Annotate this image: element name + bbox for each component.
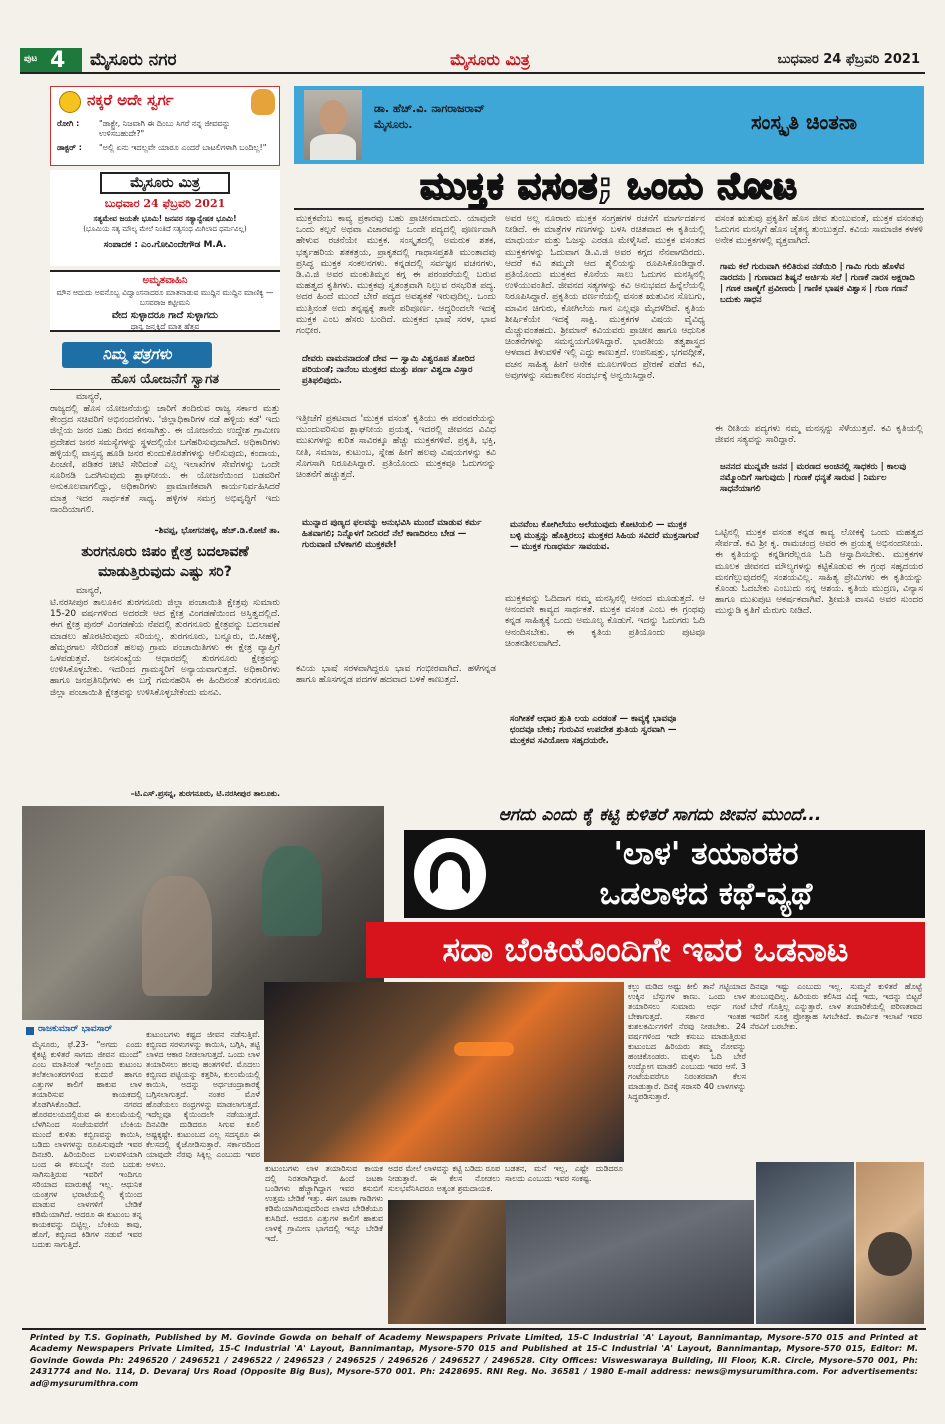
column-col1c: ಕವಿಯ ಭಾಷೆ ಸರಳವಾಗಿದ್ದರೂ ಭಾವ ಗಂಭೀರವಾಗಿದೆ. ಹಳೆಗನ್ನಡ ಹಾಗೂ ಹೊಸಗನ್ನಡ ಪದಗಳ ಹದವಾದ ಬಳಕೆ ಕಾಣುತ್ತದೆ. (296, 664, 496, 686)
column-col2b: ಮುಕ್ತಕವನ್ನು ಓದಿದಾಗ ನಮ್ಮ ಮನಸ್ಸಿನಲ್ಲಿ ಆನಂದ ಮೂಡುತ್ತದೆ. ಆ ಆನಂದವೇ ಕಾವ್ಯದ ಸಾರ್ಥಕತೆ. ಮುಕ್ತಕ ವಸಂತ ಎಂಬ ಈ ಗ್ರಂಥವು ಕನ್ನಡ ಸಾಹಿತ್ಯಕ್ಕೆ ಒಂದು ಅಮೂಲ್ಯ ಕೊಡುಗೆ. ಇದನ್ನು ಓದುಗರು ಓದಿ ಆನಂದಿಸಬೇಕು. ಈ ಕೃತಿಯ ಪ್ರತಿಯೊಂದು ಪುಟವೂ ಚಿಂತನಶೀಲವಾಗಿದೆ. (505, 594, 705, 649)
feature-kicker: ಆಗದು ಎಂದು ಕೈ ಕಟ್ಟಿ ಕುಳಿತರೆ ಸಾಗದು ಜೀವನ ಮುಂದೆ... (498, 805, 822, 825)
feature-col3: ಕುಟುಂಬಗಳು ಲಾಳ ತಯಾರಿಸುವ ಕಾಯಕ ದಲ್ಲಿ ನಿರತರಾಗಿದ್ದಾರೆ. ಹಿಂದೆ ಜಟಕಾ ಬಂಡಿಗಳು ಹೆಚ್ಚಾಗಿದ್ದಾಗ ಇವರ ಕಸುಬಿಗೆ ಉತ್ತಮ ಬೇಡಿಕೆ ಇತ್ತು. ಈಗ ಜಟಕಾ ಗಾಡಿಗಳು ಕಡಿಮೆಯಾಗಿರುವುದರಿಂದ ಲಾಳದ ಬೇಡಿಕೆಯೂ ಕುಸಿದಿದೆ. ಆದರೂ ಎತ್ತುಗಳ ಕಾಲಿಗೆ ಹಾಕುವ ಲಾಳಕ್ಕೆ ಗ್ರಾಮೀಣ ಭಾಗದಲ್ಲಿ ಇನ್ನೂ ಬೇಡಿಕೆ ಇದೆ. (265, 1164, 383, 1243)
feature-col5: ಬಡತನ, ಮನೆ ಇಲ್ಲ, ಎಷ್ಟೇ ದುಡಿದರೂ ಸಾಲದು ಎಂಬುದು ಇವರ ಸಂಕಷ್ಟ. (505, 1164, 623, 1183)
imprint-editor: ಸಂಪಾದಕ : ಎಂ.ಗೋವಿಂದೇಗೌಡ M.A. (103, 240, 227, 250)
author-name: ಡಾ. ಹೆಚ್.ವಿ. ನಾಗರಾಜರಾವ್ (374, 102, 485, 115)
feature-photo-anvil (388, 1200, 506, 1324)
column-col3-bullets: ಗಾಮ ಕಲೆ ಗುರುವಾಗಿ ಕಲಿತಿರುವ ನಡೆಯಿರಿ | ಗಾಮಿ ಗುರು ಹೊಳೆವ ನಾರದನು | ಗುಣವಾದ ಶಿಷ್ಯನೆ ಅರ್ಚಿಸು ಸಲೆ | ಗುಣಕೆ ನಾರಸ ಅಕ್ಷರಾದಿ | ಗಣಕ ಜಾಣ್ಮೆಗೆ ಪ್ರವೀಣರು | ಗಾಣಿಕ ಭಾಷಕ ವಿಶ್ವಾಸ | ಗುಣ ಗಣನೆ ಬದುಕು ಸಾಧನ (720, 262, 915, 305)
imprint-name: ಮೈಸೂರು ಮಿತ್ರ (100, 172, 230, 194)
byline-square-icon (26, 1027, 34, 1035)
proverb: ವೇದ ಸುಳ್ಳಾದರೂ ಗಾದೆ ಸುಳ್ಳಾಗದು (111, 310, 219, 321)
letters-banner (62, 342, 212, 368)
letter2-salutation: ಮಾನ್ಯರೆ, (76, 586, 102, 596)
imprint-date: ಬುಧವಾರ 24 ಫೆಬ್ರವರಿ 2021 (104, 197, 226, 210)
letter2-body: ಟಿ.ನರಸೀಪುರ ತಾಲೂಕಿನ ತುರಗನೂರು ಜಿಲ್ಲಾ ಪಂಚಾಯಿತಿ ಕ್ಷೇತ್ರವು ಸುಮಾರು 15-20 ವರ್ಷಗಳಿಂದ ಅದರದೇ ಆದ ಕ್ಷೇತ್ರ ವಿಂಗಡಣೆಯಿಂದ ಅಸ್ತಿತ್ವದಲ್ಲಿದೆ. ಈಗ ಕ್ಷೇತ್ರ ಪುನರ್ ವಿಂಗಡಣೆಯ ನೆಪದಲ್ಲಿ ತುರಗನೂರು ಕ್ಷೇತ್ರವನ್ನು ಬದಲಾವಣೆ ಮಾಡಲು ಹೊರಟಿರುವುದು ಸರಿಯಲ್ಲ. ತುರಗನೂರು, ಬನ್ನೂರು, ಬಿ.ಸೀಹಳ್ಳಿ, ಹೆಮ್ಮರಗಾಲ ಸೇರಿದಂತೆ ಹಲವು ಗ್ರಾಮ ಪಂಚಾಯಿತಿಗಳು ಈ ಕ್ಷೇತ್ರ ವ್ಯಾಪ್ತಿಗೆ ಒಳಪಡುತ್ತವೆ. ಜನಸಂಖ್ಯೆಯ ಆಧಾರದಲ್ಲಿ ತುರಗನೂರು ಕ್ಷೇತ್ರವನ್ನು ಉಳಿಸಿಕೊಳ್ಳಬೇಕು. ಇದರಿಂದ ಗ್ರಾಮಸ್ಥರಿಗೆ ಅನ್ಯಾಯವಾಗುತ್ತದೆ. ಅಧಿಕಾರಿಗಳು ಹಾಗೂ ಜನಪ್ರತಿನಿಧಿಗಳು ಈ ಬಗ್ಗೆ ಗಮನಹರಿಸಿ ಈ ಹಿಂದಿನಂತೆ ತುರಗನೂರು ಜಿಲ್ಲಾ ಪಂಚಾಯಿತಿ ಕ್ಷೇತ್ರವನ್ನು ಉಳಿಸಿಕೊಳ್ಳಬೇಕೆಂದು ಮನವಿ. (50, 598, 280, 698)
author-photo-face (319, 100, 347, 134)
quote-title: ಅಮೃತವಾಹಿನಿ (142, 275, 188, 286)
feature-col6: ಕಲ್ಲು ಮಡಿದ ಅಷ್ಟು ಕೀಲಿ ತಾನೆ ಗಟ್ಟಿಯಾದ ಉಕ್ಕಿನ ಬೆಸ್ತುಗಳ ಕಾಣು. ಒಂದು ಲಾಳ ತಯಾರಿಸಲು ಸುಮಾರು ಅರ್ಧ ಗಂಟೆ ಬೇಕಾಗುತ್ತದೆ. ಸರ್ಕಾರ ಇಂತಹ ಕುಶಲಕರ್ಮಿಗಳಿಗೆ ನೆರವು ನೀಡಬೇಕು. 24 ವರ್ಷಗಳಿಂದ ಇದೇ ಕಸುಬು ಮಾಡುತ್ತಿರುವ ಕುಟುಂಬದ ಹಿರಿಯರು ತಮ್ಮ ನೋವನ್ನು ಹಂಚಿಕೊಂಡರು. ಮಕ್ಕಳು ಓದಿ ಬೇರೆ ಉದ್ಯೋಗ ಮಾಡಲಿ ಎಂಬುದು ಇವರ ಆಸೆ. 3 ಗಂಟೆಯವರೆಗೂ ನಿರಂತರವಾಗಿ ಕೆಲಸ ಮಾಡುತ್ತಾರೆ. ದಿನಕ್ಕೆ ಸರಾಸರಿ 40 ಲಾಳಗಳನ್ನು ಸಿದ್ಧಪಡಿಸುತ್ತಾರೆ. (628, 982, 746, 1101)
column-col3c: ಒಟ್ಟಿನಲ್ಲಿ ಮುಕ್ತಕ ವಸಂತ ಕನ್ನಡ ಕಾವ್ಯ ಲೋಕಕ್ಕೆ ಒಂದು ಮಹತ್ವದ ಸೇರ್ಪಡೆ. ಕವಿ ಶ್ರೀ ಕೃ. ರಾಮಚಂದ್ರ ಅವರ ಈ ಪ್ರಯತ್ನ ಅಭಿನಂದನೀಯ. ಈ ಕೃತಿಯನ್ನು ಕನ್ನಡಿಗರೆಲ್ಲರೂ ಓದಿ ಆಸ್ವಾದಿಸಬೇಕು. ಮುಕ್ತಕಗಳ ಮೂಲಕ ಜೀವನದ ಮೌಲ್ಯಗಳನ್ನು ಕಟ್ಟಿಕೊಡುವ ಈ ಗ್ರಂಥ ಸಹೃದಯರ ಮನಗೆಲ್ಲುವುದರಲ್ಲಿ ಸಂಶಯವಿಲ್ಲ. ಸಾಹಿತ್ಯ ಪ್ರೇಮಿಗಳು ಈ ಕೃತಿಯನ್ನು ಕೊಂಡು ಓದಬೇಕು ಎಂಬುದು ನನ್ನ ಆಶಯ. ಕೃತಿಯ ಮುದ್ರಣ, ವಿನ್ಯಾಸ ಹಾಗೂ ಮುಖಪುಟ ಆಕರ್ಷಕವಾಗಿವೆ. ಶ್ರೀಮತಿ ವಾಸವಿ ಅವರ ಸುಂದರ ಮುನ್ನುಡಿ ಕೃತಿಗೆ ಮೆರುಗು ನೀಡಿದೆ. (715, 528, 923, 617)
feature-subhead-box (366, 922, 925, 978)
letter1-sign: –ಶಿವಪ್ಪ, ಭೋಗನಹಳ್ಳಿ, ಹೆಚ್.ಡಿ.ಕೋಟೆ ತಾ. (154, 526, 280, 536)
feature-col4: ಅದರ ಮೇಲೆ ಲಾಳವನ್ನು ಕಟ್ಟಿ ಬಡಿದು ರೂಪ ನೀಡುತ್ತಾರೆ. ಈ ಕೆಲಸ ನೋಡಲು ಸುಲಭವೆನಿಸಿದರೂ ಅತ್ಯಂತ ಶ್ರಮದಾಯಕ. (388, 1164, 500, 1193)
masthead: ಮೈಸೂರು ಮಿತ್ರ (450, 50, 530, 69)
column-col2: ಅವರ ಅಲ್ಲ ನೂರಾರು ಮುಕ್ತಕ ಸಂಗ್ರಹಗಳ ರಚನೆಗೆ ಮಾರ್ಗದರ್ಶನ ನೀಡಿದೆ. ಈ ಮಾತ್ರೆಗಳ ಗಣಗಳನ್ನು ಬಳಸಿ ರಚಿತವಾದ ಈ ಕೃತಿಯಲ್ಲಿ ಮಾಧುರ್ಯ ಮತ್ತು ಓಜಸ್ಸು ಎರಡೂ ಮೇಳೈಸಿವೆ. ಮುಕ್ತಕ ವಸಂತದ ಮುಕ್ತಕಗಳನ್ನು ಓದುವಾಗ ಡಿ.ವಿ.ಜಿ ಅವರ ಕಗ್ಗದ ನೆನಪಾಗದಿರದು. ಆದರೆ ಕವಿ ತಮ್ಮದೇ ಆದ ಶೈಲಿಯನ್ನು ರೂಪಿಸಿಕೊಂಡಿದ್ದಾರೆ. ಪ್ರತಿಯೊಂದು ಮುಕ್ತಕದ ಕೊನೆಯ ಸಾಲು ಓದುಗನ ಮನಸ್ಸಿನಲ್ಲಿ ಉಳಿಯುವಂತಿದೆ. ಜೀವನದ ಸತ್ಯಗಳನ್ನು ಕವಿ ಅನುಭವದ ಹಿನ್ನೆಲೆಯಲ್ಲಿ ನಿರೂಪಿಸಿದ್ದಾರೆ. ಪ್ರಕೃತಿಯ ವರ್ಣನೆಯಲ್ಲಿ ವಸಂತ ಋತುವಿನ ಸೊಬಗು, ಮಾವಿನ ಚಿಗುರು, ಕೋಗಿಲೆಯ ಗಾನ ಎಲ್ಲವೂ ಮೈದಳೆದಿವೆ. ಕೃತಿಯ ಶೀರ್ಷಿಕೆಯೇ ಇದಕ್ಕೆ ಸಾಕ್ಷಿ. ಮುಕ್ತಕಗಳ ವಿಷಯ ವೈವಿಧ್ಯ ಮೆಚ್ಚುವಂತಹದು. ಶ್ರೀಮಾನ್ ಕವಿಯವರು ಪ್ರಾಚೀನ ಹಾಗೂ ಆಧುನಿಕ ಚಿಂತನೆಗಳನ್ನು ಸಮನ್ವಯಗೊಳಿಸಿದ್ದಾರೆ. ಭಾರತೀಯ ತತ್ವಶಾಸ್ತ್ರದ ಆಳವಾದ ತಿಳುವಳಿಕೆ ಇಲ್ಲಿ ಎದ್ದು ಕಾಣುತ್ತದೆ. ಉಪನಿಷತ್ತು, ಭಗವದ್ಗೀತೆ, ವಚನ ಸಾಹಿತ್ಯ ಹೀಗೆ ಅನೇಕ ಮೂಲಗಳಿಂದ ಪ್ರೇರಣೆ ಪಡೆದ ಕವಿ, ಅವುಗಳನ್ನು ಸಮಕಾಲೀನ ಸಂದರ್ಭಕ್ಕೆ ಅನ್ವಯಿಸಿದ್ದಾರೆ. (505, 214, 705, 381)
column-title (294, 164, 924, 210)
feature-col1: ಮೈಸೂರು, ಫೆ.23- "ಅಗದು ಎಂದು ಕೈಕಟ್ಟಿ ಕುಳಿತರೆ ಸಾಗದು ಜೀವನ ಮುಂದೆ" ಎಂಬ ಮಾತಿನಂತೆ ಇಲ್ಲೊಂದು ಕುಟುಂಬ ತಲೆತಲಾಂತರಗಳಿಂದ ಕುದುರೆ ಹಾಗೂ ಎತ್ತುಗಳ ಕಾಲಿಗೆ ಹಾಕುವ ಲಾಳ ತಯಾರಿಸುವ ಕಾಯಕದಲ್ಲಿ ತೊಡಗಿಸಿಕೊಂಡಿದೆ. ನಗರದ ಹೊರವಲಯದಲ್ಲಿರುವ ಈ ಕುಲುಮೆಯಲ್ಲಿ ಬೆಳಗಿನಿಂದ ಸಂಜೆಯವರೆಗೆ ಬೆಂಕಿಯ ಮುಂದೆ ಕುಳಿತು ಕಬ್ಬಿಣವನ್ನು ಕಾಯಿಸಿ, ಬಡಿದು ಲಾಳಗಳನ್ನು ರೂಪಿಸುವುದೇ ಇವರ ದಿನಚರಿ. ಹಿರಿಯರಿಂದ ಬಳುವಳಿಯಾಗಿ ಬಂದ ಈ ಕಸುಬನ್ನೇ ನಂಬಿ ಬದುಕು ಸಾಗಿಸುತ್ತಿರುವ ಇವರಿಗೆ ಇಂದಿಗೂ ಸರಿಯಾದ ಮಾರುಕಟ್ಟೆ ಇಲ್ಲ. ಆಧುನಿಕ ಯಂತ್ರಗಳ ಭರಾಟೆಯಲ್ಲಿ ಕೈಯಿಂದ ಮಾಡುವ ಲಾಳಗಳಿಗೆ ಬೇಡಿಕೆ ಕಡಿಮೆಯಾಗಿದೆ. ಆದರೂ ಈ ಕುಟುಂಬ ತನ್ನ ಕಾಯಕವನ್ನು ಬಿಟ್ಟಿಲ್ಲ. ಬೆಂಕಿಯ ಕಾವು, ಹೊಗೆ, ಕಬ್ಬಿಣದ ಕಿಡಿಗಳ ನಡುವೆ ಇವರ ಬದುಕು ಸಾಗುತ್ತಿದೆ. (32, 1040, 142, 1249)
laughing-face-icon (59, 91, 81, 113)
column-col3-bullets2: ಜನನದ ಮುನ್ನವೇ ಜನನ | ಮರಣದ ಅಂಚಿನಲ್ಲಿ ಸಾಧಕರು | ಕಾಲವು ನಮ್ಮೊಂದಿಗೆ ಸಾಗುವುದು | ಗುಣಕೆ ಧನ್ಯತೆ ಸಾರುವ | ನಿರ್ಮಲ ಸಾಧನೆಯಾಗಲಿ (720, 462, 907, 494)
feature-headline2: ಒಡಲಾಳದ ಕಥೆ-ವ್ಯಥೆ (599, 876, 813, 912)
hot-metal-glow (454, 1042, 514, 1056)
joke-line1: "ಡಾಕ್ಟ್ರೇ, ನಿಜವಾಗಿ ಈ ದಿಂಬು ಸಿಗರೆ ನನ್ನ ಜೀವವನ್ನು ಉಳಿಸಬಹುದೇ?" (99, 119, 231, 138)
imprint-line: ಸತ್ಯಮೇವ ಜಯತೇ ಭೂಮಿ! ಜನಪರ ಸತ್ಯಾನ್ವೇಷಕ ಭೂಮಿ! (93, 214, 237, 223)
joke-line1-label: ರೋಗಿ : (57, 119, 80, 128)
joke-line2-label: ಡಾಕ್ಟರ್ : (57, 143, 82, 152)
column-col2-verse2: ಸಂಗೀತಕೆ ಆಧಾರ ಶ್ರುತಿ ಲಯ ಎರಡಂತೆ — ಕಾವ್ಯಕ್ಕೆ ಭಾವವೂ ಛಂದವೂ ಬೇಕು; ಗುರುವಿನ ಉಪದೇಶ ಶ್ರುತಿಯ ಸ್ವರವಾಗಿ — ಮುಕ್ತಕವ ಸವಿಯೋಣ ಸಹೃದಯರೇ. (510, 714, 677, 746)
page-date: ಬುಧವಾರ 24 ಫೆಬ್ರವರಿ 2021 (777, 52, 920, 67)
letters-banner-text: ನಿಮ್ಮ ಪತ್ರಗಳು (102, 345, 172, 363)
feature-photo-hand-shoe (856, 1162, 924, 1324)
feature-col2: ಕುಟುಂಬಗಳು ಕಷ್ಟದ ಜೀವನ ನಡೆಸುತ್ತಿವೆ. ಕಬ್ಬಿಣದ ಸರಳುಗಳನ್ನು ಕಾಯಿಸಿ, ಬಗ್ಗಿಸಿ, ತಟ್ಟಿ ಲಾಳದ ಆಕಾರ ನೀಡಲಾಗುತ್ತದೆ. ಒಂದು ಲಾಳ ತಯಾರಿಸಲು ಹಲವು ಹಂತಗಳಿವೆ. ಮೊದಲು ಕಬ್ಬಿಣದ ಪಟ್ಟಿಯನ್ನು ಕತ್ತರಿಸಿ, ಕುಲುಮೆಯಲ್ಲಿ ಕಾಯಿಸಿ, ಅದನ್ನು ಅರ್ಧಚಂದ್ರಾಕಾರಕ್ಕೆ ಬಗ್ಗಿಸಲಾಗುತ್ತದೆ. ನಂತರ ಮೊಳೆ ಹೊಡೆಯಲು ರಂಧ್ರಗಳನ್ನು ಮಾಡಲಾಗುತ್ತದೆ. ಇದೆಲ್ಲವೂ ಕೈಯಿಂದಲೇ ನಡೆಯುತ್ತದೆ. ದಿನವಿಡೀ ದುಡಿದರೂ ಸಿಗುವ ಕೂಲಿ ಅಷ್ಟಕ್ಕಷ್ಟೇ. ಕುಟುಂಬದ ಎಲ್ಲ ಸದಸ್ಯರೂ ಈ ಕೆಲಸದಲ್ಲಿ ಕೈಜೋಡಿಸುತ್ತಾರೆ. ಸರ್ಕಾರದಿಂದ ಯಾವುದೇ ನೆರವು ಸಿಕ್ಕಿಲ್ಲ ಎಂಬುದು ಇವರ ಅಳಲು. (146, 1030, 260, 1169)
footer-text: Printed by T.S. Gopinath, Published by M. Govinde Gowda on behalf of Academy Newspapers Private Limited, 15-C Industrial 'A' Layout, Bannimantap, Mysore-570 015 and Printed at Academy Newspapers Private Limited, 15-C Industrial 'A' Layout, Bannimantap, Mysore-570 015 and Published at 15-C Industrial 'A' Layout, Bannimantap, Mysore-570 015, Editor: M. Govinde Gowda Ph: 2496520 / 2496521 / 2496522 / 2496523 / 2496525 / 2496526 / 2496527 / 2496528. City Offices: Visweswaraya Building, III Floor, K.R. Circle, Mysore-570 001, Ph: 2431774 and No. 114, D. Devaraj Urs Road (Opposite Big Bus), Mysore-570 001. Ph: 2428695. RNI Reg. No. 36581 / 1980 E-mail address: news@mysurumithra.com. For advertisements: ad@mysurumithra.com (30, 1332, 918, 1388)
column-col1-verse: ದೇವರು ವಾಮನನಾದಂತೆ ದೇವ — ಸ್ವಾಮಿ ವಿಶ್ವರೂಪ ತೋರಿದ ಪರಿಯಂತೆ; ನಾನೆಂಬ ಮುಕ್ತಕದ ಮುತ್ತು ಪರ್ಣ ವಿಶ್ವದಾ ವಿಸ್ತಾರ ಪ್ರತಿಫಲಿಪುದು. (302, 354, 475, 386)
joke-box (50, 86, 280, 166)
author-city: ಮೈಸೂರು. (374, 118, 413, 131)
section-name: ಮೈಸೂರು ನಗರ (90, 50, 177, 70)
page-number-box (20, 48, 82, 72)
column-title-text: ಮುಕ್ತಕ ವಸಂತ; ಒಂದು ನೋಟ (420, 166, 798, 207)
column-col1: ಮುಕ್ತಕವೆಂಬ ಕಾವ್ಯ ಪ್ರಕಾರವು ಬಹು ಪ್ರಾಚೀನವಾದುದು. ಯಾವುದೇ ಒಂದು ಕಲ್ಪನೆ ಅಥವಾ ವಿಚಾರವನ್ನು ಒಂದೇ ಪದ್ಯದಲ್ಲಿ ಪೂರ್ಣವಾಗಿ ಹೇಳುವ ರಚನೆಯೇ ಮುಕ್ತಕ. ಸಂಸ್ಕೃತದಲ್ಲಿ ಅಮರುಕ ಶತಕ, ಭರ್ತೃಹರಿಯ ಶತಕತ್ರಯ, ಪ್ರಾಕೃತದಲ್ಲಿ ಗಾಥಾಸಪ್ತಶತಿ ಮುಂತಾದವು ಪ್ರಸಿದ್ಧ ಮುಕ್ತಕ ಸಂಕಲನಗಳು. ಕನ್ನಡದಲ್ಲಿ ಸರ್ವಜ್ಞನ ವಚನಗಳು, ಡಿ.ವಿ.ಜಿ ಅವರ ಮಂಕುತಿಮ್ಮನ ಕಗ್ಗ ಈ ಪರಂಪರೆಯಲ್ಲಿ ಬರುವ ಮಹತ್ವದ ಕೃತಿಗಳು. ಮುಕ್ತಕವು ಸ್ವತಂತ್ರವಾಗಿ ನಿಲ್ಲುವ ರಸಭರಿತ ಪದ್ಯ. ಅದರ ಹಿಂದೆ ಮುಂದೆ ಬೇರೆ ಪದ್ಯದ ಅವಶ್ಯಕತೆ ಇರುವುದಿಲ್ಲ. ಒಂದು ಮುತ್ತಿನಂತೆ ಅದು ತನ್ನಷ್ಟಕ್ಕೆ ತಾನೇ ಪರಿಪೂರ್ಣ. ಆದ್ದರಿಂದಲೇ ಇದಕ್ಕೆ ಮುಕ್ತಕ ಎಂಬ ಹೆಸರು ಬಂದಿದೆ. ಮುಕ್ತಕದ ಭಾಷೆ ಸರಳ, ಭಾವ ಗಂಭೀರ. (296, 214, 496, 337)
joke-line2: "ಅಲ್ಲಿ ಏನು ಇದಲ್ಲವೇ ಯಾರೂ ಎಂದರೆ ಬಾಟಲಿಗಳಾಗಿ ಬಂದಿಲ್ಲ!" (99, 143, 267, 152)
column-col1-verse2: ಮುನ್ನಾದ ಪುಣ್ಯದ ಫಲವನ್ನು ಅನುಭವಿಸಿ ಮುಂದೆ ಮಾಡುವ ಕರ್ಮ ಹಿತವಾಗಲಿ; ನಿನ್ನೊಳಗೆ ನೀನಿರದೆ ನೆಲೆ ಕಾಣದಿರಲು ಬೇಡ — ಗುರುವಾಣಿ ಬೆಳಕಾಗಲಿ ಮುಕ್ತಕವೇ! (302, 518, 482, 550)
horseshoe-icon-inner (430, 852, 470, 896)
hand-shoe-shape (868, 1232, 912, 1276)
column-col1b: ಇತ್ತೀಚೆಗೆ ಪ್ರಕಟವಾದ 'ಮುಕ್ತಕ ವಸಂತ' ಕೃತಿಯು ಈ ಪರಂಪರೆಯನ್ನು ಮುಂದುವರಿಸುವ ಶ್ಲಾಘನೀಯ ಪ್ರಯತ್ನ. ಇದರಲ್ಲಿ ಜೀವನದ ವಿವಿಧ ಮುಖಗಳನ್ನು ಕುರಿತ ಸಾವಿರಕ್ಕೂ ಹೆಚ್ಚು ಮುಕ್ತಕಗಳಿವೆ. ಪ್ರಕೃತಿ, ಭಕ್ತಿ, ನೀತಿ, ಸಮಾಜ, ಕುಟುಂಬ, ಸ್ನೇಹ ಹೀಗೆ ಹಲವು ವಿಷಯಗಳನ್ನು ಕವಿ ಸೊಗಸಾಗಿ ನಿರೂಪಿಸಿದ್ದಾರೆ. ಪ್ರತಿಯೊಂದು ಮುಕ್ತಕವೂ ಓದುಗನನ್ನು ಚಿಂತನೆಗೆ ಹಚ್ಚುತ್ತದೆ. (296, 414, 496, 481)
cartoon-icon (251, 89, 275, 115)
page-number: 4 (50, 48, 66, 73)
letter2-sign: –ಟಿ.ಎಸ್.ಪ್ರಸನ್ನ, ತುರಗನೂರು, ಟಿ.ನರಸೀಪುರ ತಾಲೂಕು. (130, 789, 280, 798)
quote-text: ಮೌನ ಆದುದು ಅವನೊಬ್ಬ ವಿದ್ವಾಂಸನಾದರೂ ಮಾತನಾಡುವ ಮುದ್ದಿನ ಮುದ್ದಿನ ಮಾಣಿಕ್ಯ — ಬಸವರಾಜ ಕಟ್ಟೀಮನಿ (56, 288, 274, 307)
feature-photo-horseshoes (756, 1162, 854, 1324)
column-header (294, 86, 924, 164)
column-col2-verse: ಮನವೆಂಬ ಕೋಗಿಲೆಯು ಅಲೆಯುವುದು ಕೋಟಿಯಲಿ — ಮುಕ್ತಕ ಬಳ್ಳಿ ಮುತ್ತನ್ನು ಹೊತ್ತಿರಲು; ಮುಕ್ತಕದ ಸಿಹಿಯ ಸವಿದರೆ ಮುಕ್ತನಾಗುವೆ — ಮುಕ್ತಕ ಗುಣಧರ್ಮ ಸಾವಯವ. (510, 520, 699, 552)
page-header (20, 48, 925, 74)
column-series: ಸಂಸ್ಕೃತಿ ಚಿಂತನಾ (750, 110, 858, 134)
column-col3: ವಸಂತ ಋತುವು ಪ್ರಕೃತಿಗೆ ಹೊಸ ಜೀವ ತುಂಬುವಂತೆ, ಮುಕ್ತಕ ವಸಂತವು ಓದುಗನ ಮನಸ್ಸಿಗೆ ಹೊಸ ಚೈತನ್ಯ ತುಂಬುತ್ತದೆ. ಕವಿಯ ಸಾಮಾಜಿಕ ಕಳಕಳಿ ಅನೇಕ ಮುಕ್ತಕಗಳಲ್ಲಿ ವ್ಯಕ್ತವಾಗಿದೆ. (715, 214, 923, 247)
quote-box (50, 270, 280, 332)
imprint-line2: (ಭೂಮಿಯ ಸತ್ಯ ಮೌಲ್ಯ ಮೇಲೆ ನಿಂತಿದೆ ಸತ್ಯಸಂಧ ಮಿಗಿಲಾದ ಧರ್ಮವಿಲ್ಲ) (83, 225, 247, 233)
feature-col7: ದಿನವೂ ಇಷ್ಟು ಎಂಬುದು ಇಲ್ಲ. ಸುಮ್ಮನೆ ಕುಳಿತರೆ ಹೊಟ್ಟೆ ತುಂಬುವುದಿಲ್ಲ. ಹಿರಿಯರು ಕಲಿಸಿದ ವಿದ್ಯೆ ಇದು, ಇದನ್ನು ಬಿಟ್ಟರೆ ಬೇರೆ ಗೊತ್ತಿಲ್ಲ ಎನ್ನುತ್ತಾರೆ. ಲಾಳ ತಯಾರಿಕೆಯಲ್ಲಿ ಪರಿಣತರಾದ ಇವರಿಗೆ ಸೂಕ್ತ ಪ್ರೋತ್ಸಾಹ ಸಿಗಬೇಕಿದೆ. ಕಾರ್ಮಿಕ ಇಲಾಖೆ ಇವರ ನೆರವಿಗೆ ಬರಬೇಕು. (750, 982, 922, 1031)
letter1-salutation: ಮಾನ್ಯರೆ, (76, 392, 102, 402)
worker-figure-1 (142, 876, 212, 996)
author-photo-shirt (310, 134, 356, 160)
letter2-title: ತುರಗನೂರು ಜಿಪಂ ಕ್ಷೇತ್ರ ಬದಲಾವಣೆ ಮಾಡುತ್ತಿರುವುದು ಎಷ್ಟು ಸರಿ? (81, 544, 249, 580)
feature-photo-shoes-pile (506, 1200, 754, 1324)
feature-subhead: ಸದಾ ಬೆಂಕಿಯೊಂದಿಗೇ ಇವರ ಒಡನಾಟ (442, 930, 849, 969)
horseshoe-icon (414, 838, 486, 910)
proverb-sub: ಧಾನ್ಯ ಜನ್ಮಕ್ಕಿದೆ ಮಾತ್ರ ಹೆತ್ತವ (130, 322, 200, 331)
joke-title: ನಕ್ಕರೆ ಅದೇ ಸ್ವರ್ಗ (87, 91, 174, 109)
feature-headline-box (404, 830, 925, 918)
letter1-body: ರಾಜ್ಯದಲ್ಲಿ ಹೊಸ ಯೋಜನೆಯನ್ನು ಜಾರಿಗೆ ತಂದಿರುವ ರಾಜ್ಯ ಸರ್ಕಾರ ಮತ್ತು ಕೇಂದ್ರದ ಸಚಿವರಿಗೆ ಅಭಿನಂದನೆಗಳು. 'ಜಿಲ್ಲಾಧಿಕಾರಿಗಳ ನಡೆ ಹಳ್ಳಿಯ ಕಡೆ' ಇದು ಜಿಲ್ಲೆಯ ಜನರ ಬಹು ದಿನದ ಕನಸಾಗಿತ್ತು. ಈ ಯೋಜನೆಯ ಉದ್ದೇಶ ಗ್ರಾಮೀಣ ಪ್ರದೇಶದ ಜನರ ಸಮಸ್ಯೆಗಳನ್ನು ಸ್ಥಳದಲ್ಲಿಯೇ ಬಗೆಹರಿಸುವುದಾಗಿದೆ. ಅಧಿಕಾರಿಗಳು ಹಳ್ಳಿಯಲ್ಲಿ ವಾಸ್ತವ್ಯ ಹೂಡಿ ಜನರ ಕುಂದುಕೊರತೆಗಳನ್ನು ಆಲಿಸುವುದು, ಕಂದಾಯ, ಪಿಂಚಣಿ, ಪಡಿತರ ಚೀಟಿ ಸೇರಿದಂತೆ ಎಲ್ಲ ಇಲಾಖೆಗಳ ಸೇವೆಗಳನ್ನು ಒಂದೇ ಸೂರಿನಡಿ ಒದಗಿಸುವುದು ಶ್ಲಾಘನೀಯ. ಈ ಯೋಜನೆಯಿಂದ ಬಡವರಿಗೆ ಅನುಕೂಲವಾಗಲಿದ್ದು, ಅಧಿಕಾರಿಗಳು ಪ್ರಾಮಾಣಿಕವಾಗಿ ಕಾರ್ಯನಿರ್ವಹಿಸಿದರೆ ಮಾತ್ರ ಇದರ ಸಾರ್ಥಕತೆ ಸಾಧ್ಯ. ಹಳ್ಳಿಗಳ ಸಮಗ್ರ ಅಭಿವೃದ್ಧಿಗೆ ಇದು ನಾಂದಿಯಾಗಲಿ. (50, 404, 280, 515)
worker-figure-2 (262, 846, 322, 936)
column-col3b: ಈ ರೀತಿಯ ಪದ್ಯಗಳು ನಮ್ಮ ಮನಸ್ಸನ್ನು ಸೆಳೆಯುತ್ತವೆ. ಕವಿ ಕೃತಿಯಲ್ಲಿ ಜೀವನ ಸತ್ಯವನ್ನು ಸಾರಿದ್ದಾರೆ. (715, 424, 923, 446)
imprint-box (50, 170, 280, 266)
feature-photo-forging (264, 982, 624, 1162)
footer-imprint (22, 1328, 926, 1388)
feature-byline: ರಾಜಕುಮಾರ್ ಭಾವಸಾರ್ (38, 1024, 113, 1034)
letter1-title: ಹೊಸ ಯೋಜನೆಗೆ ಸ್ವಾಗತ (50, 372, 280, 390)
author-photo (304, 90, 362, 160)
page-label: ಪುಟ (24, 54, 38, 64)
feature-headline1: 'ಲಾಳ' ತಯಾರಕರ (613, 836, 799, 872)
